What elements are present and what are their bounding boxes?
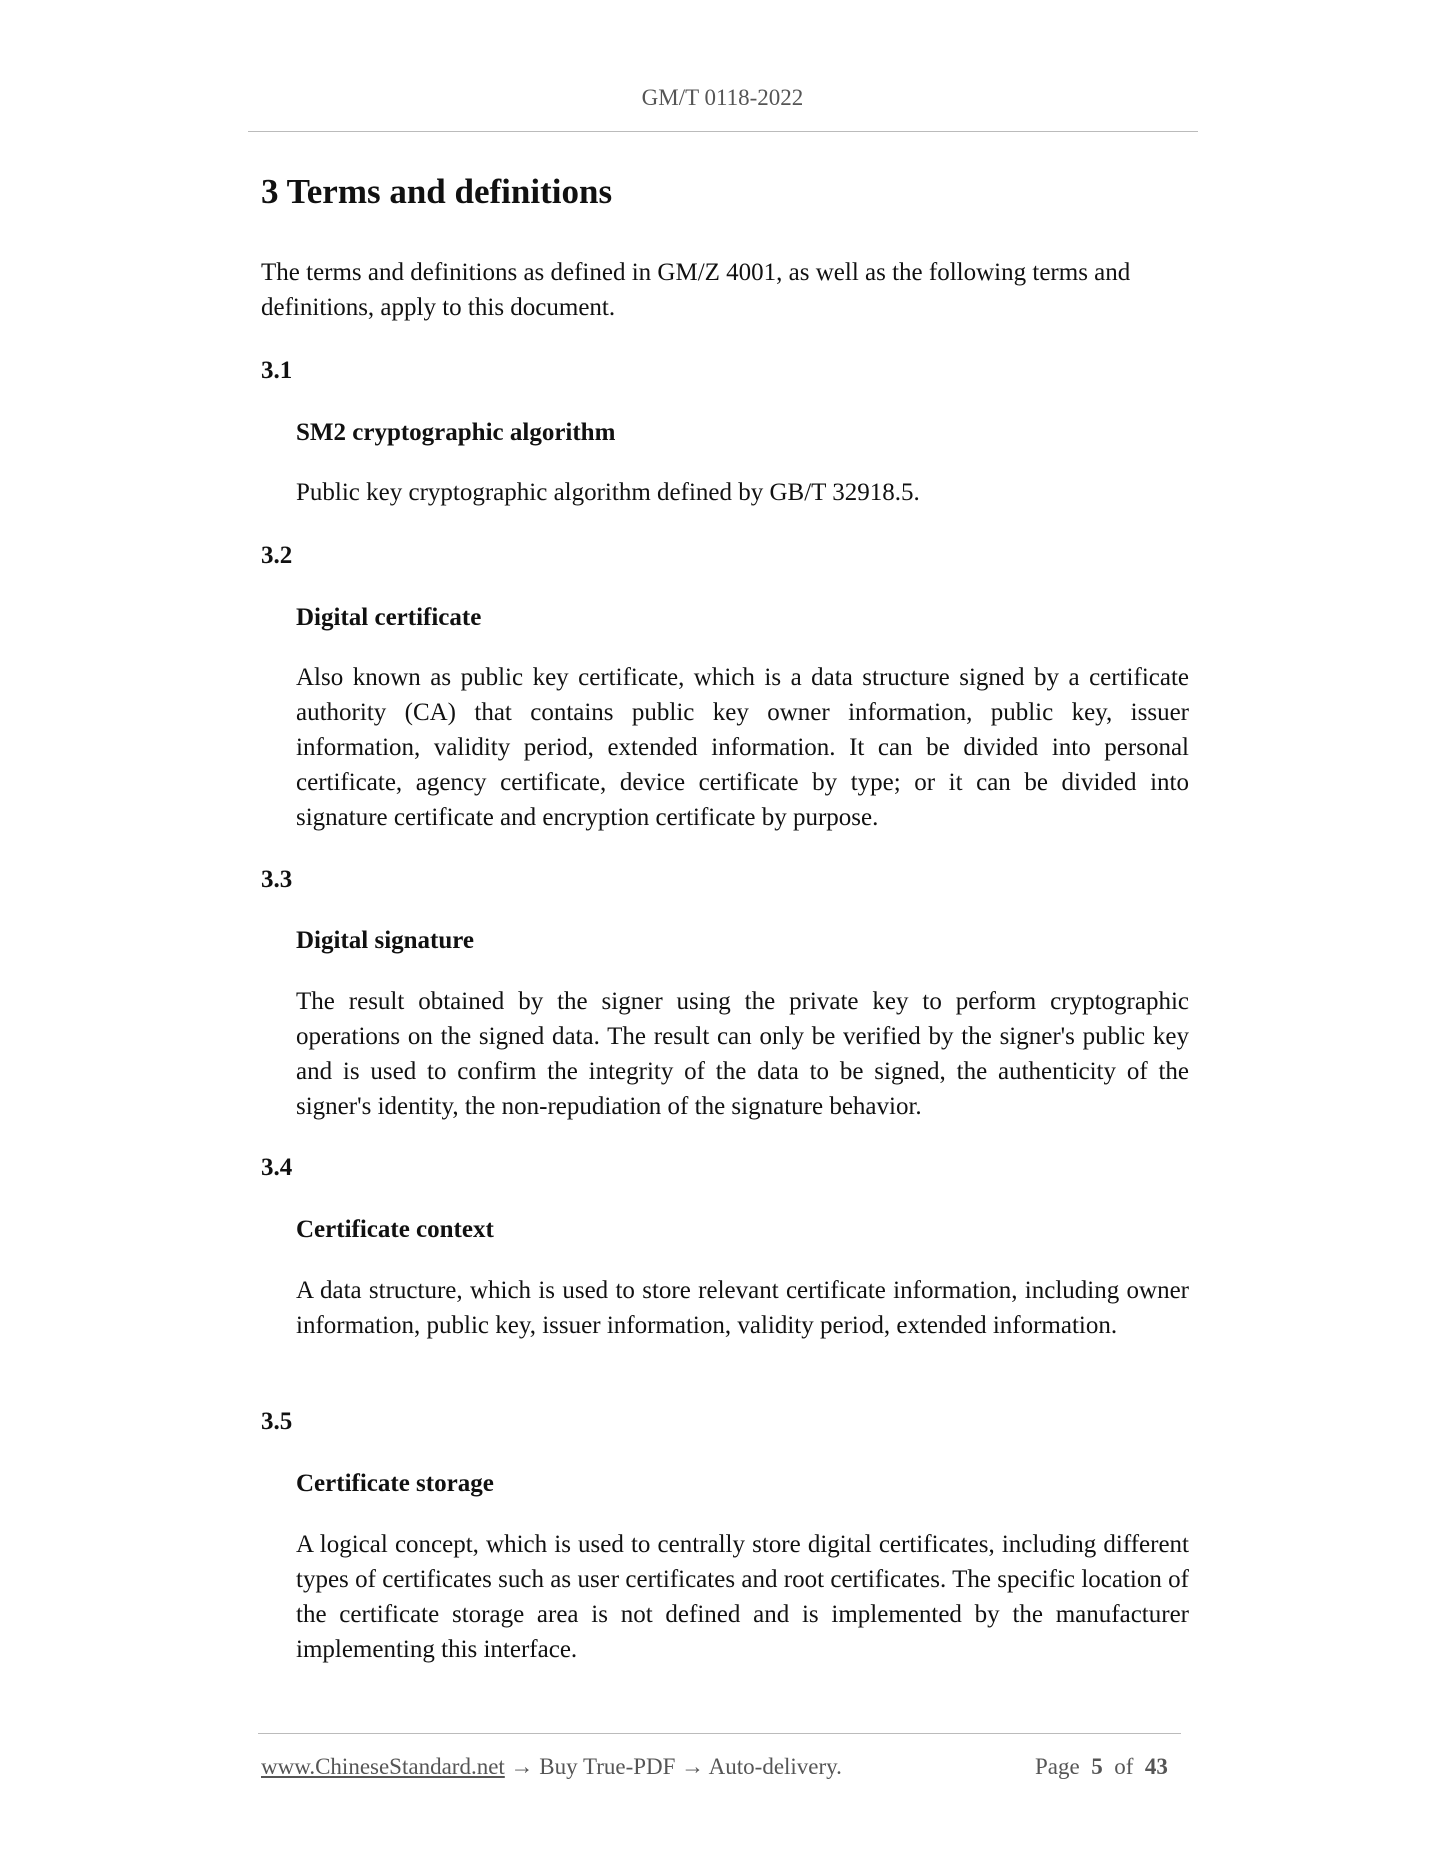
- term-name: SM2 cryptographic algorithm: [296, 419, 616, 446]
- term-name: Digital certificate: [296, 604, 482, 631]
- header-divider: [248, 131, 1198, 132]
- term-name: Digital signature: [296, 927, 475, 954]
- term-name: Certificate storage: [296, 1470, 494, 1497]
- term-definition: A data structure, which is used to store relevant certificate information, including owner information, public key, issuer information, validity period, extended information.: [296, 1277, 1189, 1339]
- site-link[interactable]: www.ChineseStandard.net: [261, 1754, 505, 1779]
- page-indicator: [1035, 1754, 1168, 1780]
- footer-promo: [261, 1754, 842, 1780]
- term-definition: Also known as public key certificate, which is a data structure signed by a certificate authority (CA) that contains public key owner information, public key, issuer information, validity period, extended information. It can be divided into personal certificate, agency certificate, device certificate by type; or it can be divided into signature certificate and encryption certificate by purpose.: [296, 664, 1189, 831]
- page-of: of: [1114, 1754, 1134, 1779]
- term-number: 3.5: [261, 1408, 293, 1435]
- page-label: Page: [1035, 1754, 1080, 1779]
- term-definition: Public key cryptographic algorithm defined by GB/T 32918.5.: [296, 479, 920, 506]
- term-name: Certificate context: [296, 1216, 494, 1243]
- section-title: 3 Terms and definitions: [261, 172, 613, 211]
- document-code-header: GM/T 0118-2022: [641, 85, 804, 110]
- term-number: 3.4: [261, 1154, 293, 1181]
- section-intro: The terms and definitions as defined in GM/Z 4001, as well as the following terms and definitions, apply to this document.: [261, 259, 1131, 321]
- footer-divider: [258, 1733, 1181, 1734]
- term-number: 3.3: [261, 866, 293, 893]
- term-number: 3.1: [261, 357, 293, 384]
- footer-promo-text: → Buy True-PDF → Auto-delivery.: [504, 1754, 842, 1779]
- term-definition: The result obtained by the signer using the private key to perform cryptographic operations on the signed data. The result can only be verified by the signer's public key and is used to confirm the integrity of the data to be signed, the authenticity of the signer's identity, the non-repudiation of the signature behavior.: [296, 988, 1189, 1120]
- term-definition: A logical concept, which is used to centrally store digital certificates, including different types of certificates such as user certificates and root certificates. The specific location of the certificate storage area is not defined and is implemented by the manufacturer implementing this interface.: [296, 1531, 1189, 1663]
- page-current: 5: [1091, 1754, 1103, 1779]
- page-total: 43: [1144, 1754, 1168, 1779]
- term-number: 3.2: [261, 542, 293, 569]
